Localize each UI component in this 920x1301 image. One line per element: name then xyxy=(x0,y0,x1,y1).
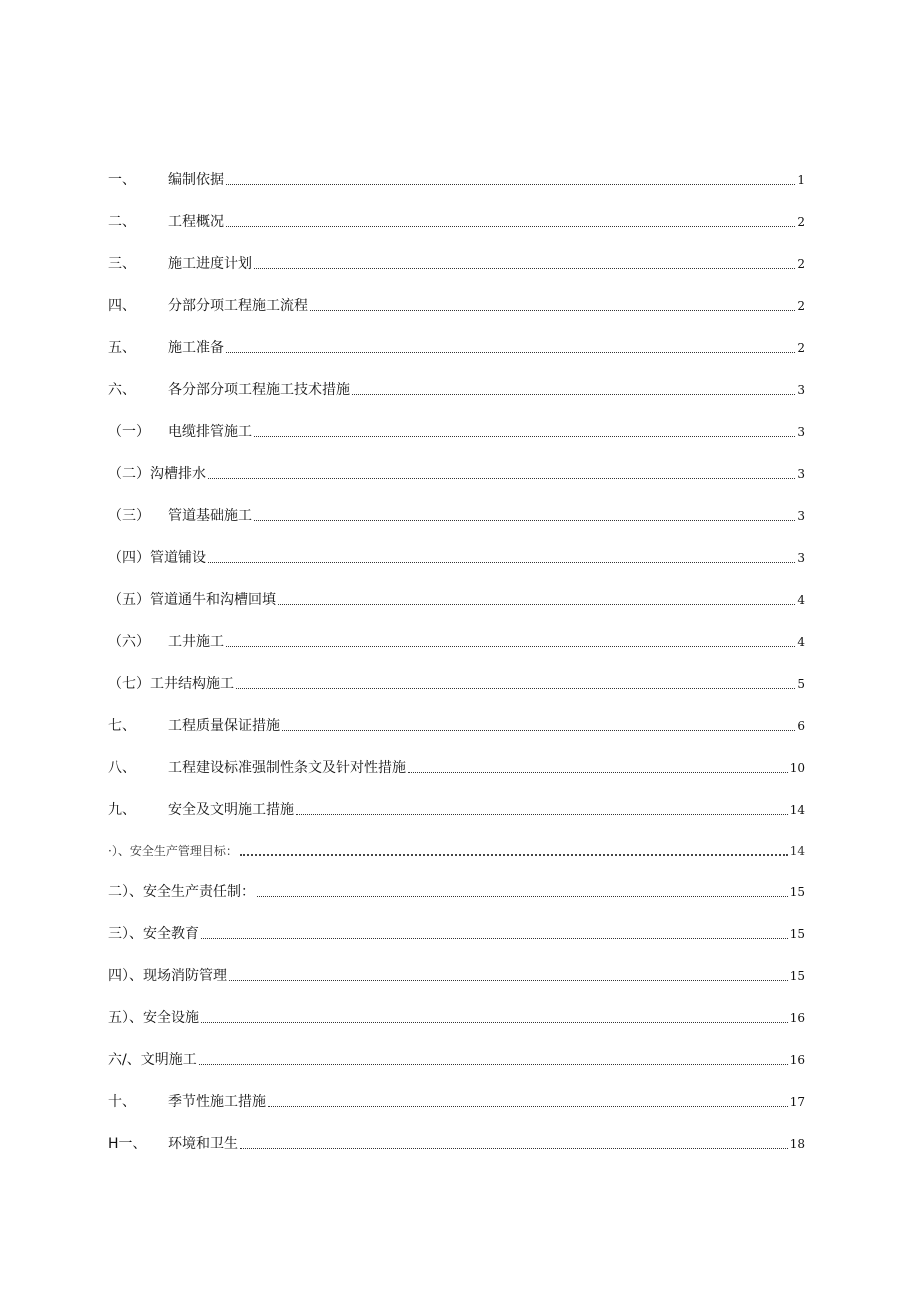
toc-entry-number: 七、 xyxy=(108,718,136,734)
toc-entry-number: 六、 xyxy=(108,382,136,398)
toc-entry-title: 安全教育 xyxy=(143,926,199,942)
toc-entry[interactable] xyxy=(108,747,805,789)
toc-entry-number: 九、 xyxy=(108,802,136,818)
toc-entry[interactable] xyxy=(108,621,805,663)
toc-entry-page: 4 xyxy=(797,593,805,607)
dot-leader xyxy=(201,938,788,939)
dot-leader xyxy=(226,226,795,227)
toc-entry-title: 季节性施工措施 xyxy=(168,1094,266,1110)
toc-entry[interactable] xyxy=(108,159,805,201)
toc-entry-number: ·）、 xyxy=(108,844,130,858)
toc-entry-page: 5 xyxy=(797,677,805,691)
toc-entry[interactable] xyxy=(108,285,805,327)
toc-entry-page: 15 xyxy=(789,927,805,941)
toc-entry[interactable] xyxy=(108,663,805,705)
toc-entry[interactable] xyxy=(108,705,805,747)
toc-entry[interactable] xyxy=(108,243,805,285)
dot-leader xyxy=(226,184,795,185)
toc-entry-number: （一） xyxy=(108,424,150,440)
toc-entry-page: 16 xyxy=(789,1011,805,1025)
toc-entry-title: 安全生产责任制： xyxy=(143,884,255,900)
toc-entry-title: 工程概况 xyxy=(168,214,224,230)
toc-entry-title: 管道铺设 xyxy=(150,550,206,566)
dot-leader xyxy=(352,394,795,395)
toc-entry-page: 4 xyxy=(797,635,805,649)
toc-entry-page: 17 xyxy=(789,1095,805,1109)
toc-entry[interactable] xyxy=(108,327,805,369)
toc-entry-number: 三）、 xyxy=(108,926,143,942)
toc-entry[interactable] xyxy=(108,955,805,997)
toc-entry-page: 6 xyxy=(797,719,805,733)
toc-entry[interactable] xyxy=(108,1039,805,1081)
toc-entry[interactable] xyxy=(108,913,805,955)
toc-entry-number: 一、 xyxy=(108,172,136,188)
toc-entry-page: 2 xyxy=(797,341,805,355)
dot-leader xyxy=(254,268,795,269)
toc-entry-page: 3 xyxy=(797,509,805,523)
toc-entry-title: 施工准备 xyxy=(168,340,224,356)
toc-entry[interactable] xyxy=(108,1123,805,1165)
toc-entry-number: （六） xyxy=(108,634,150,650)
toc-entry-page: 14 xyxy=(789,844,805,858)
toc-entry[interactable] xyxy=(108,997,805,1039)
toc-entry-title: 电缆排管施工 xyxy=(168,424,252,440)
dot-leader xyxy=(229,980,788,981)
toc-entry-title: 工井结构施工 xyxy=(150,676,234,692)
toc-entry[interactable] xyxy=(108,579,805,621)
toc-entry-number: （七） xyxy=(108,676,150,692)
toc-entry-page: 15 xyxy=(789,885,805,899)
toc-entry[interactable] xyxy=(108,453,805,495)
toc-entry-number: 二、 xyxy=(108,214,136,230)
toc-entry-title: 分部分项工程施工流程 xyxy=(168,298,308,314)
dot-leader xyxy=(208,562,795,563)
toc-entry-title: 现场消防管理 xyxy=(143,968,227,984)
toc-entry[interactable] xyxy=(108,411,805,453)
toc-entry-page: 15 xyxy=(789,969,805,983)
toc-entry-title: 编制依据 xyxy=(168,172,224,188)
toc-entry-number: 五、 xyxy=(108,340,136,356)
toc-entry-page: 18 xyxy=(789,1137,805,1151)
toc-entry-page: 14 xyxy=(789,803,805,817)
dot-leader xyxy=(240,1148,788,1149)
dot-leader xyxy=(257,896,788,897)
dot-leader xyxy=(268,1106,788,1107)
dot-leader xyxy=(236,688,795,689)
toc-entry-title: 沟槽排水 xyxy=(150,466,206,482)
toc-entry-title: 安全生产管理目标： xyxy=(129,844,238,858)
toc-entry-title: 管道基础施工 xyxy=(168,508,252,524)
toc-entry[interactable] xyxy=(108,369,805,411)
dot-leader xyxy=(296,814,788,815)
dot-leader xyxy=(201,1022,788,1023)
toc-entry[interactable] xyxy=(108,201,805,243)
toc-entry-page: 3 xyxy=(797,383,805,397)
toc-entry-page: 2 xyxy=(797,215,805,229)
toc-entry-page: 2 xyxy=(797,299,805,313)
toc-entry-title: 环境和卫生 xyxy=(168,1136,238,1152)
toc-entry-title: 安全设施 xyxy=(143,1010,199,1026)
dot-leader xyxy=(282,730,795,731)
toc-entry-title: 安全及文明施工措施 xyxy=(168,802,294,818)
dot-leader xyxy=(226,646,795,647)
dot-leader xyxy=(408,772,788,773)
dot-leader xyxy=(310,310,795,311)
toc-entry-title: 文明施工 xyxy=(140,1052,197,1068)
toc-entry-title: 施工进度计划 xyxy=(168,256,252,272)
toc-entry-number: 四）、 xyxy=(108,968,143,984)
toc-entry-number: （二） xyxy=(108,466,150,482)
toc-entry-number: （三） xyxy=(108,508,150,524)
toc-entry[interactable] xyxy=(108,871,805,913)
toc-entry-number: 三、 xyxy=(108,256,136,272)
toc-entry-number: H一、 xyxy=(108,1136,147,1152)
dot-leader xyxy=(278,604,795,605)
toc-entry-title: 工井施工 xyxy=(168,634,224,650)
toc-entry[interactable] xyxy=(108,1081,805,1123)
toc-entry[interactable] xyxy=(108,495,805,537)
dot-leader xyxy=(254,520,795,521)
toc-entry-number: （五） xyxy=(108,592,150,608)
toc-entry[interactable] xyxy=(108,537,805,579)
dot-leader xyxy=(254,436,795,437)
toc-entry-number: 二）、 xyxy=(108,884,143,900)
toc-entry-number: （四） xyxy=(108,550,150,566)
toc-entry-page: 10 xyxy=(789,761,805,775)
toc-entry-page: 2 xyxy=(797,257,805,271)
toc-entry-number: 四、 xyxy=(108,298,136,314)
toc-entry-page: 3 xyxy=(797,467,805,481)
table-of-contents xyxy=(108,159,805,1165)
toc-entry-number: 六/、 xyxy=(108,1052,141,1068)
toc-entry-page: 3 xyxy=(797,551,805,565)
toc-entry-title: 管道通牛和沟槽回填 xyxy=(150,592,276,608)
toc-entry[interactable] xyxy=(108,789,805,831)
dot-leader xyxy=(199,1064,788,1065)
dot-leader xyxy=(226,352,795,353)
dot-leader xyxy=(208,478,795,479)
toc-entry-page: 16 xyxy=(789,1053,805,1067)
toc-entry-title: 工程建设标准强制性条文及针对性措施 xyxy=(168,760,406,776)
toc-entry-number: 五）、 xyxy=(108,1010,143,1026)
toc-entry-title: 各分部分项工程施工技术措施 xyxy=(168,382,350,398)
toc-entry-number: 八、 xyxy=(108,760,136,776)
toc-entry-page: 3 xyxy=(797,425,805,439)
toc-entry[interactable] xyxy=(108,831,805,871)
toc-entry-number: 十、 xyxy=(108,1094,136,1110)
toc-entry-page: 1 xyxy=(797,173,805,187)
dot-leader xyxy=(240,854,788,856)
toc-entry-title: 工程质量保证措施 xyxy=(168,718,280,734)
